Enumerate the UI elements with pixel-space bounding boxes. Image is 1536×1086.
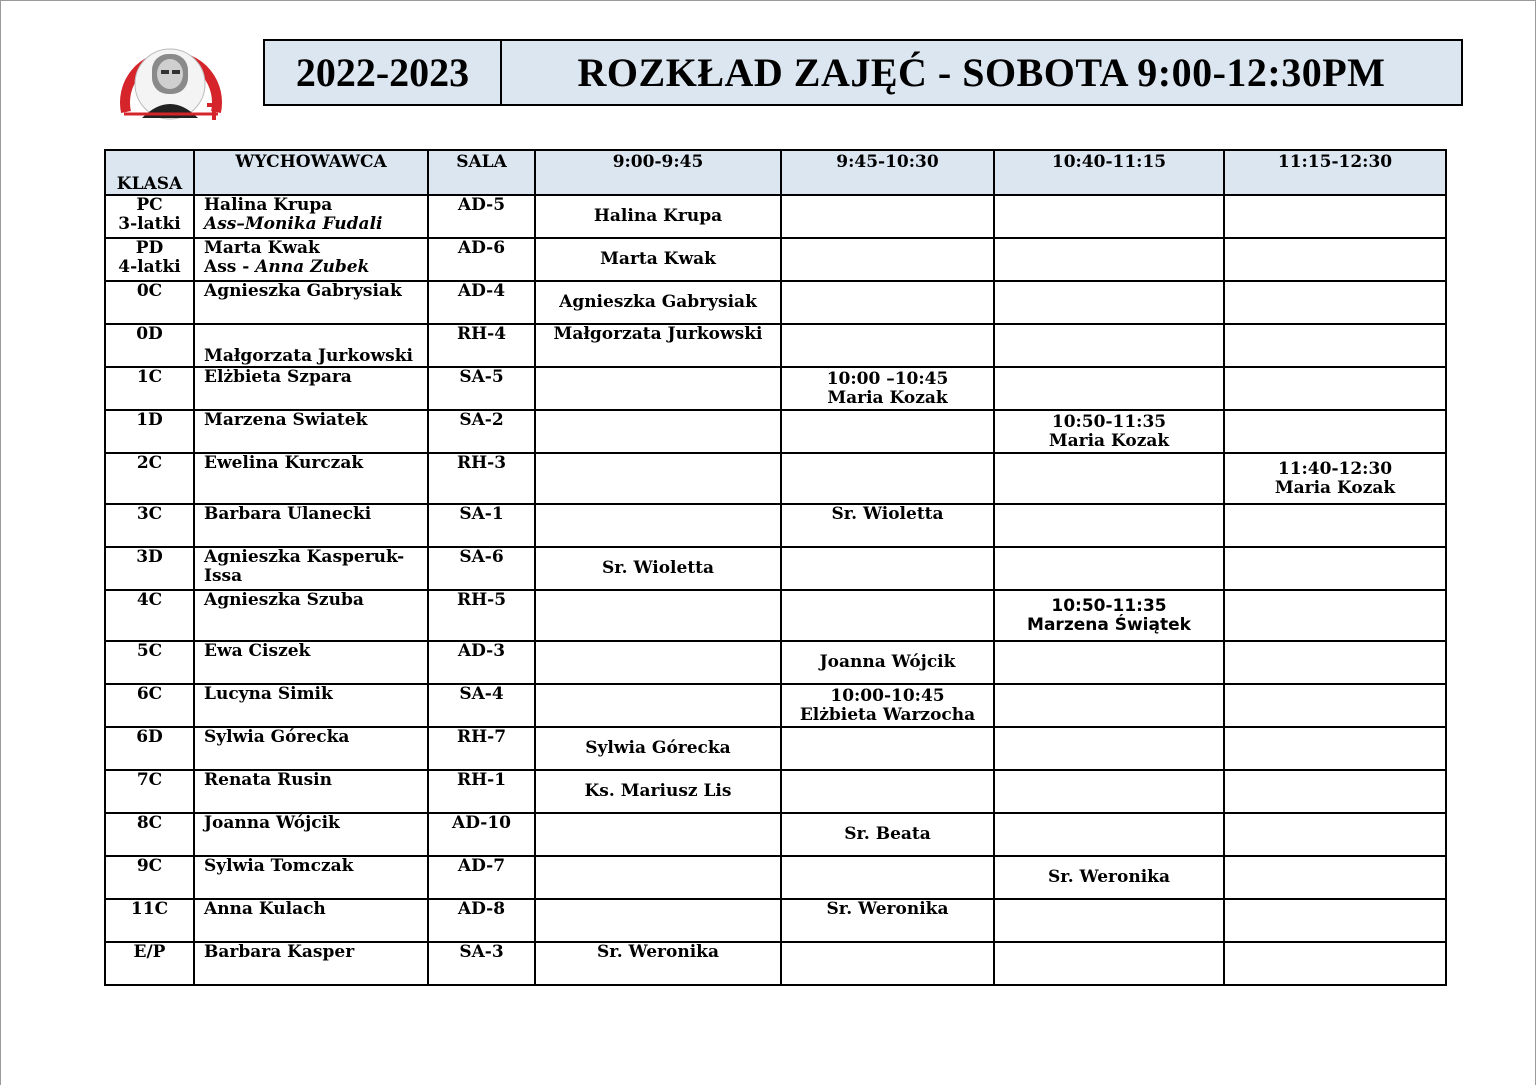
class-cell: 3C: [105, 504, 194, 547]
class-cell: 6D: [105, 727, 194, 770]
class-cell: 0C: [105, 281, 194, 324]
teacher-cell: [194, 547, 428, 590]
slot-4-cell: [1224, 770, 1446, 813]
slot-1-cell: [535, 590, 781, 641]
teacher-cell: [194, 195, 428, 238]
table-row: [105, 281, 1446, 324]
slot-4-cell: [1224, 856, 1446, 899]
slot-3-cell: [994, 453, 1224, 504]
class-cell: E/P: [105, 942, 194, 985]
slot-2-cell: [781, 238, 994, 281]
slot-3-cell: Sr. Weronika: [994, 856, 1224, 899]
teacher-cell: Renata Rusin: [194, 770, 428, 813]
teacher-cell: Małgorzata Jurkowski: [194, 324, 428, 367]
header-wychowawca: WYCHOWAWCA: [194, 150, 428, 195]
slot-4-cell: [1224, 590, 1446, 641]
table-row: [105, 195, 1446, 238]
class-cell: 0D: [105, 324, 194, 367]
slot-1-cell: [535, 684, 781, 727]
slot-1-cell: Sr. Weronika: [535, 942, 781, 985]
slot-2-cell: Sr. Beata: [781, 813, 994, 856]
slot-4-cell: [1224, 410, 1446, 453]
slot-time: 10:50-11:35: [1051, 595, 1167, 616]
slot-2-cell: Sr. Wioletta: [781, 504, 994, 547]
room-cell: RH-1: [428, 770, 535, 813]
room-cell: SA-4: [428, 684, 535, 727]
assistant: Ass–Monika Fudali: [204, 214, 383, 234]
teacher-name: Marta Kwak: [204, 238, 320, 258]
slot-1-cell: [535, 410, 781, 453]
slot-3-cell: [994, 504, 1224, 547]
table-row: [105, 367, 1446, 410]
slot-1-cell: Ks. Mariusz Lis: [535, 770, 781, 813]
class-cell: 11C: [105, 899, 194, 942]
schedule-title: ROZKŁAD ZAJĘĆ - SOBOTA 9:00-12:30PM: [577, 50, 1386, 95]
assistant: Ass - Anna Zubek: [204, 257, 370, 277]
slot-time: 10:50-11:35: [1051, 411, 1167, 432]
slot-4-cell: [1224, 899, 1446, 942]
teacher-name: Agnieszka Kasperuk-: [204, 547, 405, 567]
header-row: [105, 150, 1446, 195]
teacher-cell: Agnieszka Szuba: [194, 590, 428, 641]
slot-2-cell: [781, 453, 994, 504]
slot-3-cell: [994, 899, 1224, 942]
table-row: [105, 770, 1446, 813]
slot-3-cell: [994, 281, 1224, 324]
room-cell: SA-5: [428, 367, 535, 410]
class-cell: 7C: [105, 770, 194, 813]
teacher-name: Halina Krupa: [204, 195, 333, 215]
teacher-cell: Agnieszka Gabrysiak: [194, 281, 428, 324]
slot-1-cell: Małgorzata Jurkowski: [535, 324, 781, 367]
table-row: [105, 547, 1446, 590]
table-row: [105, 684, 1446, 727]
slot-2-cell: [781, 770, 994, 813]
class-subtitle: 4-latki: [118, 257, 181, 277]
slot-1-cell: Sr. Wioletta: [535, 547, 781, 590]
slot-4-cell: [1224, 727, 1446, 770]
class-cell: 3D: [105, 547, 194, 590]
table-row: [105, 238, 1446, 281]
header-sala: SALA: [428, 150, 535, 195]
schedule-table: [104, 149, 1447, 986]
slot-3-cell: [994, 641, 1224, 684]
table-row: [105, 727, 1446, 770]
slot-4-cell: [1224, 367, 1446, 410]
slot-4-cell: [1224, 195, 1446, 238]
slot-4-cell: [1224, 504, 1446, 547]
slot-3-cell: [994, 684, 1224, 727]
table-row: [105, 504, 1446, 547]
slot-1-cell: [535, 856, 781, 899]
class-cell: 9C: [105, 856, 194, 899]
slot-1-cell: [535, 813, 781, 856]
slot-2-cell: [781, 727, 994, 770]
slot-teacher: Maria Kozak: [1048, 430, 1170, 451]
slot-teacher: Marzena Świątek: [1027, 614, 1191, 635]
slot-3-cell: [994, 727, 1224, 770]
slot-3-cell: [994, 195, 1224, 238]
class-cell: [105, 195, 194, 238]
class-subtitle: 3-latki: [118, 214, 181, 234]
table-row: [105, 813, 1446, 856]
room-cell: SA-2: [428, 410, 535, 453]
slot-2-cell: [781, 195, 994, 238]
slot-3-cell: [994, 324, 1224, 367]
slot-4-cell: [1224, 813, 1446, 856]
slot-2-cell: [781, 281, 994, 324]
table-row: [105, 942, 1446, 985]
slot-3-cell: [994, 547, 1224, 590]
teacher-name-cont: Issa: [204, 566, 243, 586]
header-slot-4: 11:15-12:30: [1224, 150, 1446, 195]
slot-time: 10:00-10:45: [830, 685, 945, 706]
slot-1-cell: [535, 504, 781, 547]
slot-time: 11:40-12:30: [1277, 458, 1393, 479]
slot-1-cell: [535, 641, 781, 684]
room-cell: SA-3: [428, 942, 535, 985]
table-row: [105, 410, 1446, 453]
teacher-cell: Lucyna Simik: [194, 684, 428, 727]
slot-2-cell: [781, 367, 994, 410]
teacher-cell: Barbara Ulanecki: [194, 504, 428, 547]
table-row: [105, 453, 1446, 504]
school-logo: [112, 34, 228, 128]
slot-1-cell: Agnieszka Gabrysiak: [535, 281, 781, 324]
teacher-cell: Anna Kulach: [194, 899, 428, 942]
slot-1-cell: Sylwia Górecka: [535, 727, 781, 770]
slot-teacher: Maria Kozak: [1274, 477, 1396, 498]
teacher-cell: Sylwia Tomczak: [194, 856, 428, 899]
slot-3-cell: [994, 238, 1224, 281]
room-cell: SA-1: [428, 504, 535, 547]
room-cell: RH-7: [428, 727, 535, 770]
room-cell: AD-8: [428, 899, 535, 942]
header-slot-2: 9:45-10:30: [781, 150, 994, 195]
slot-4-cell: [1224, 547, 1446, 590]
slot-teacher: Maria Kozak: [827, 387, 948, 408]
slot-4-cell: [1224, 684, 1446, 727]
school-year: 2022-2023: [265, 41, 502, 104]
teacher-cell: Joanna Wójcik: [194, 813, 428, 856]
slot-1-cell: [535, 453, 781, 504]
room-cell: RH-5: [428, 590, 535, 641]
room-cell: AD-5: [428, 195, 535, 238]
class-cell: [105, 238, 194, 281]
slot-4-cell: [1224, 281, 1446, 324]
slot-3-cell: [994, 410, 1224, 453]
slot-4-cell: [1224, 942, 1446, 985]
slot-2-cell: [781, 590, 994, 641]
teacher-cell: Marzena Swiatek: [194, 410, 428, 453]
class-cell: 6C: [105, 684, 194, 727]
slot-2-cell: [781, 547, 994, 590]
table-row: [105, 641, 1446, 684]
class-cell: 4C: [105, 590, 194, 641]
header-klasa: KLASA: [105, 150, 194, 195]
room-cell: AD-7: [428, 856, 535, 899]
header-slot-1: 9:00-9:45: [535, 150, 781, 195]
slot-1-cell: Marta Kwak: [535, 238, 781, 281]
slot-3-cell: [994, 590, 1224, 641]
room-cell: RH-3: [428, 453, 535, 504]
slot-2-cell: [781, 942, 994, 985]
slot-3-cell: [994, 813, 1224, 856]
header-slot-3: 10:40-11:15: [994, 150, 1224, 195]
slot-2-cell: [781, 410, 994, 453]
table-row: [105, 590, 1446, 641]
class-code: PC: [136, 195, 163, 215]
slot-teacher: Elżbieta Warzocha: [799, 704, 976, 725]
room-cell: AD-4: [428, 281, 535, 324]
class-cell: 2C: [105, 453, 194, 504]
slot-3-cell: [994, 770, 1224, 813]
teacher-cell: Barbara Kasper: [194, 942, 428, 985]
teacher-cell: Sylwia Górecka: [194, 727, 428, 770]
slot-2-cell: [781, 324, 994, 367]
table-row: [105, 324, 1446, 367]
title-box: [263, 39, 1463, 106]
class-code: PD: [135, 238, 164, 258]
class-cell: 8C: [105, 813, 194, 856]
teacher-cell: Elżbieta Szpara: [194, 367, 428, 410]
room-cell: AD-6: [428, 238, 535, 281]
room-cell: AD-10: [428, 813, 535, 856]
slot-time: 10:00 –10:45: [826, 368, 949, 389]
room-cell: SA-6: [428, 547, 535, 590]
teacher-cell: Ewelina Kurczak: [194, 453, 428, 504]
room-cell: RH-4: [428, 324, 535, 367]
class-cell: 1C: [105, 367, 194, 410]
slot-4-cell: [1224, 324, 1446, 367]
slot-4-cell: [1224, 238, 1446, 281]
slot-1-cell: Halina Krupa: [535, 195, 781, 238]
slot-4-cell: [1224, 453, 1446, 504]
slot-3-cell: [994, 942, 1224, 985]
slot-1-cell: [535, 899, 781, 942]
table-row: [105, 856, 1446, 899]
teacher-cell: Ewa Ciszek: [194, 641, 428, 684]
table-row: [105, 899, 1446, 942]
slot-4-cell: [1224, 641, 1446, 684]
slot-1-cell: [535, 367, 781, 410]
slot-2-cell: [781, 684, 994, 727]
room-cell: AD-3: [428, 641, 535, 684]
class-cell: 5C: [105, 641, 194, 684]
slot-2-cell: Sr. Weronika: [781, 899, 994, 942]
slot-2-cell: Joanna Wójcik: [781, 641, 994, 684]
class-cell: 1D: [105, 410, 194, 453]
slot-3-cell: [994, 367, 1224, 410]
slot-2-cell: [781, 856, 994, 899]
teacher-cell: [194, 238, 428, 281]
